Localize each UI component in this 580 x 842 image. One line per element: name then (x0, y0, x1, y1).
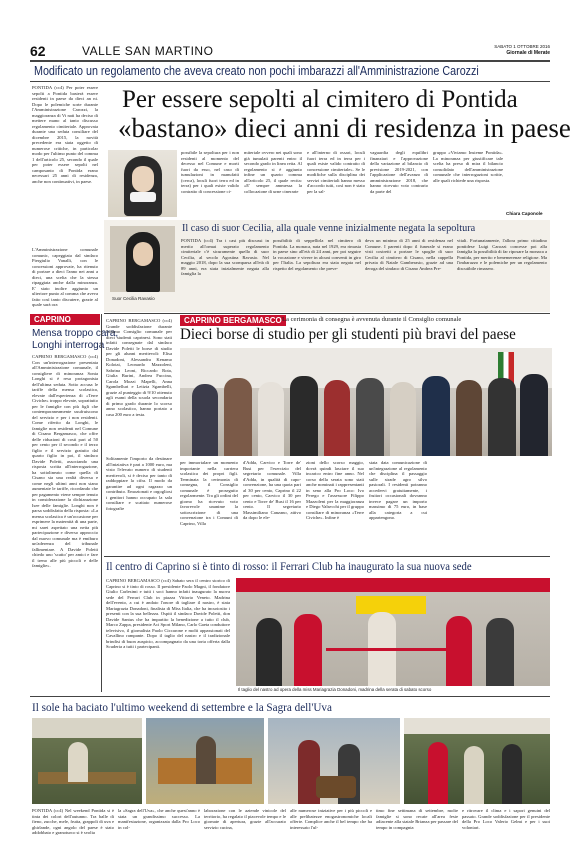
borse-col-2: Solitamente l'importo da destinare all'iniziativa è pari a 1000 euro, ma visto l'elevato numero di studenti meritevoli, si è deciso per tanto di raddoppiare la cifra. Il modo da garantire ad ogni ragazzo un contributo. Emozionati e orgogliosi i genitori hanno occupato la sala consiliare e scattato numerose fotografie (106, 456, 172, 511)
ferrari-col-1: CAPRINO BERGAMASCO (cc4) Sabato sera il centro storico di Caprino si è tinto di rosso. Il presidente Paolo Magni, il fondatore Giulio Carlesimi e tutti i soci hanno infatti inaugurato la nuova sede del Ferrari Club in piazza Vittorio Veneto. Madrina dell'evento, a cui è andato l'onore di tagliare il nastro, è stata Mariagrazia Donadoni, finalista di Miss Italia, che ha incuriosito i presenti con la sua bellezza. Ospiti il sindaco Davide Poletti, don Davide Santus che ha impartito la benedizione a tutto il club, Marco Zappa, presidente Aci Sport Milano, Carlo Gaeta conduttore televisivo, il giornalista Paolo Ciccarone e molti appassionati del Cavallino rampante. Dopo il taglio del nastro e il tradizionale brindisi di buon auspicio, accompagnato da una torta offerta dalla Scuderia a tutti i partecipanti. (106, 578, 230, 649)
top-overline-rule (30, 81, 550, 82)
student-10 (488, 378, 516, 456)
ferrari-photo (236, 578, 550, 686)
ferrari-photo-caption: Il taglio del nastro ad opera della miss Mariagrazia Donadoni, madrina della serata di sabato scorso (238, 687, 432, 692)
student-6 (356, 378, 384, 456)
uva-tent-1 (32, 718, 142, 738)
borse-col-6: stata data comunicazione di un'integrazione al regolamento che disciplina il passaggio sulle strade agro silvo pastorali. I residenti potranno accedervi gratuitamente, i fruitori occasionali dovranno invece pagare un importo massimo di 75 euro, in base alla categoria a cui appartengono. (369, 460, 427, 520)
page-header (30, 44, 550, 60)
uva-col-2: la «Sagra dell'Uva», che anche quest'anno è stata un grandissimo successo. La manifestazione, organizzata dalla Pro Loco in col- (118, 808, 200, 830)
borse-photo (180, 348, 552, 456)
caprino-text: CAPRINO BERGAMASCO (cc4) Con un'interrogazione presentata all'Amministrazione comunale, il consigliere di minoranza Sonia Longhi si è resa protagonista dell'ultima seduta. Sotto accusa le tariffe della mensa scolastica, elevate dall'esperienza di «Terre Civiche» troppo elevate, soprattutto per le famiglie con più figli che contemporaneamente usufruiscono del servizio e per i non residenti. Come riferito da Longhi, le famiglie non residenti nel Comune di Cisano Bergamasco, che offre delle riduzioni di costi pari al 50 per cento per il secondo e il terzo figlio e il servizio gratuito dal quarto figlio in poi, il sindaco Davide Poletti, associando una risposta scritta all'interrogazione, ha sottolineato come quella di Cisano sia una realtà diversa e come negli ultimi anni non siano aumentate le tariffe, ricordando che per pagamento viene sempre tenuto in considerazione la dichiarazione Isee delle famiglie. Longhi non è parsa soddisfatta della risposta: «La mensa scolastica è un'occasione per esprimere la maternità di una parte, mi sarei aspettato una netta più partecipazione e diverso approccio dal nuovo comunale ma è emiburo un'aderenza del tribunale fallimentare. A Davide Poletti chiedo uno 'scatto' per amici e fare il treno alle più piccoli e delle famiglie». (32, 354, 98, 568)
student-2 (224, 378, 252, 456)
nun-face (132, 166, 154, 192)
borse-col-7-fill (432, 460, 550, 552)
top-story-lead: PONTIDA (cc4) Per poter essere sepolti a Pontida basterà essere residenti in paese da dieci an ni. Dopo le polemiche sorte durante l'Amministrazione Carozzi, la maggioranza di Vi nati ha deciso di mettere mano al tanto discusso regolamento cimiteriale. Approvata durante una seduta consiliare del dicembre 2015, la novità precedente era stata oggetto di numerose critiche, in particolar modo per l'ultimo punto del comma 1 dell'articolo 25, secondo il quale per poter essere sepolti nel camposanto di Pontida erano necessari 25 anni di residenza, anche non continuativi, in paese. (32, 85, 98, 184)
uva-photo-4 (404, 718, 550, 804)
borse-col-4: d'Adda, Carvico e Torre de' Busi per l'esercizio del segretario comunale. Villa d'Adda, in qualità di capo-convenzione, ha una quota pari al 30 per cento, Caprino il 22 per cento, Carvico il 30 per cento e Torre de' Busi il 16 per cento. Il segretario Massimiliano Canzano, attivo da dopo le ele- (243, 460, 301, 520)
nun-col-2: possibilità di seppellirla nel cimitero di Pontida. La monaca, nata nel 1929, era rimasta in paese sino all'età di 24 anni, per poi seguire la vocazione e vivere in alcuni conventi in giro per l'Italia. La sepoltura era stata negata nel rispetto del regolamento che preve- (273, 238, 361, 271)
section-title: VALLE SAN MARTINO (82, 44, 214, 58)
person-3 (446, 616, 472, 686)
student-3 (258, 382, 284, 456)
nun-photo-top (108, 150, 177, 217)
nun-collar (130, 192, 156, 202)
mayor (520, 374, 548, 456)
uva-person-5 (428, 742, 448, 804)
borse-col-5: zioni dello scorso maggio, dovrà quindi lasciare il suo incarico entro fine anno. Nel corso della serata sono stati anche nominati i rappresentanti in seno alla Pro Loco: Ivo Perego e l'assessore Filippo Mazzoleni per la maggioranza e Diego Valsecchi per il gruppo consiliare di minoranza «Terre Civiche». Infine è (306, 460, 364, 520)
uva-person-6 (464, 746, 484, 804)
ribbon (326, 648, 446, 651)
caprino-headline-1: Mensa troppo cara, (32, 328, 119, 339)
top-headline-2: «bastano» dieci anni di residenza in paese (118, 113, 571, 143)
top-col-2: possibile la sepoltura per i non residenti al momento del decesso nel Comune e morti fuori da esso, nel caso di tumulazioni in manufatti (cerca), loculi fuori terra ed in terra) per i quali esiste valido contratto di concessione ci- (181, 150, 239, 194)
uva-person-2 (196, 736, 216, 784)
left-col-rule (101, 314, 102, 692)
uva-col-1: PONTIDA (cc4) Nel weekend Pontida si è tinta dei colori dell'autunno. Tra balle di fieno, zucche, mele, frutta, grappoli di uva e ghirlande, ogni angolo del paese è stato addobbato e granoturco si è svolta (32, 808, 114, 835)
ferrari-top-rule (104, 556, 550, 557)
uva-person-7 (502, 744, 522, 804)
top-col-1-rest: L'Amministrazione comunale comunic, capeggiata dal sindaco Piergiulio Vanalli, con le concessioni approvate, ha ritenuto di portare a dieci l'anno nei anni a dieci, una scelta che la stessa ripaggiata anche dalla minoranza. E' stato inoltre aggiunto un ulteriore punto al comma che aveva fatto così tanto discutere, grazie al quale sarà ora (32, 247, 98, 307)
top-col-3: miteriale ovvero nei quali sono già tumulati parenti entro il secondo grado in linea retta. Al regolamento si è aggiunto infine un quarto comma all'articolo 25, il quale recita: «E' sempre ammessa la collocazione di urne cinerarie (244, 150, 302, 194)
borse-col-3: per immortalare un momento importante nella carriera scolastica dei propri figli. Terminata la cerimonia di consegna, il Consiglio comunale è proseguito regolarmente. Tra gli ordini del giorno ha ricevuto voto favorevole unanime la sottoscrizione di una convenzione tra i Comuni di Caprino, Villa (180, 460, 238, 526)
borse-top-rule (104, 313, 550, 314)
person-1 (256, 618, 282, 686)
nun-photo (110, 226, 175, 292)
header-rule (30, 60, 550, 62)
uva-tent-2 (404, 718, 550, 734)
nun-col-3: deva un minimo di 25 anni di residenza nel Comune. I parenti dopo il funerale si erano visti costretti a portare le spoglie di suor Cecilia al cimitero di Cisano, nella cappella privata di Natale Gamberasio, grazie ad una deroga del sindaco di Cisano Andrea Pre- (365, 238, 453, 271)
paper-name: Giornale di Merate (506, 50, 550, 56)
uva-photo-1 (32, 718, 142, 804)
nun-photo-face (133, 242, 153, 266)
ferrari-awning (236, 578, 550, 592)
student-1 (192, 384, 218, 456)
page-number: 62 (30, 43, 46, 59)
nun-headline: Il caso di suor Cecilia, alla quale venne inizialmente negata la sepoltura (182, 222, 476, 234)
uva-tub (316, 776, 356, 798)
uva-col-3: laborazione con le aziende vinicole del territorio, ha regalato il piacevole tempo e le giornate di apertura, grazie all'accurato servizio cucina, (204, 808, 286, 830)
caprino-headline-2: Longhi interroga (32, 340, 105, 351)
person-4 (486, 618, 514, 686)
borse-headline: Dieci borse di studio per gli studenti più bravi del paese (180, 326, 516, 343)
top-col-6: gruppo «Viviamo Insieme Pontida». La minoranza per giustificare tale scelta ha preso di mira il bilancio consolidato dell'amministrazione comunale che interrogazioni scritte, alle quali richiede una risposta. (433, 150, 503, 183)
uva-col-5: timo fine settimana di settembre, molte famiglie si sono recate all'area feste adiacente alla statale Brianza per passare del tempo in compagnia (376, 808, 458, 830)
ferrari-headline: Il centro di Caprino si è tinto di rosso: il Ferrari Club ha inaugurato la sua nuova sede (106, 561, 472, 573)
date-line: SABATO 1 OTTOBRE 2016 (494, 44, 550, 49)
caprino-label: CAPRINO (30, 314, 100, 325)
uva-photo-2 (146, 718, 264, 804)
uva-photo-3 (268, 718, 400, 804)
student-7 (390, 382, 416, 456)
borse-label: CAPRINO BERGAMASCO (180, 315, 286, 326)
person-2 (294, 614, 322, 686)
top-byline: Chiara Caponole (506, 211, 543, 216)
student-9 (456, 380, 482, 456)
ferrari-sign (356, 596, 426, 614)
nun-col-4: vitali. Fortunatamente, l'allora primo cittadino pontidese Luigi Carozzi concesse poi alla famiglia la possibilità di far riposare la monaca a Pontida, per merito e benemerenze religiose. Ma l'imbarazzo e le polemiche per un regolamento discutibile rimasero. (457, 238, 547, 271)
top-overline: Modificato un regolamento che aveva creato non pochi imbarazzi all'Amministrazione Carozzi (34, 64, 479, 78)
uva-top-rule (30, 696, 550, 697)
nun-photo-caption: Suor Cecilia Ravasio (112, 296, 155, 301)
uva-col-6: e ritrovare il clima e i sapori genuini del passato. Grande soddisfazione per il presidente della Pro Loco Valerio Gelmi e per i suoi volontari. (462, 808, 550, 830)
uva-col-4: alle numerose iniziative per i più piccoli e alle prelibatezze enogastronomiche locali offerte. Complice anche il bel tempo che ha interessato l'ul- (290, 808, 372, 830)
uva-headline: Il sole ha baciato l'ultimo weekend di settembre e la Sagra dell'Uva (32, 700, 332, 714)
top-headline-1: Per essere sepolti al cimitero di Pontida (122, 86, 518, 113)
uva-person-1 (68, 742, 88, 782)
top-col-5: vaguardia degli equilibri finanziari e l'approvazione della variazione al bilancio di previsione 2019-2021, con l'applicazione dell'avanzo di amministrazione 2018, che hanno ricevuto voto contrario da parte del (370, 150, 428, 194)
student-8 (422, 376, 450, 456)
nun-col-1: PONTIDA (cc4) Tra i casi più discussi in merito all'ormai superato regolamento cimiteriale c'è sicuramente quello di suor Cecilia, al secolo Agostina Ravasio. Nel maggio 2018, dopo la sua scomparsa all'età di 89 anni, era stata inizialmente negata alla famiglia la (181, 238, 269, 276)
student-5 (324, 380, 350, 456)
borse-overline: La cerimonia di consegna è avvenuta durante il Consiglio comunale (282, 316, 462, 323)
top-col-4: e all'interno di ossari, loculi fuori terra ed in terra per i quali esiste valido contratto di concessione cimiteriale». Se le modifiche sulla disciplina dei servizi cimiteriali hanno messo d'accordo tutti, così non è stato per la sal- (307, 150, 365, 194)
borse-col-1: CAPRINO BERGAMASCO (cc4) Grande soddisfazione durante l'ultimo Consiglio comunale per dieci studenti caprinesi. Sono stati infatti consegnate dal sindaco Davide Poletti le borse di studio per gli alunni meritevoli: Elisa Donadoni, Alessandra Kenamo Kolotai, Leonardo Mazzoleni, Sabrina Leoni, Riccardo Rota, Giulia Burini, Andrea Fuccina, Carola Mozzi Mapelli, Anna Sgambelluri e Letizia Sgambelli, grazie al punteggio di 9/10 ottenuto agli esami della scuola secondaria di primo grado durante lo scorso anno scolastico, hanno portato a casa 200 euro a testa. (106, 318, 172, 417)
student-4 (290, 376, 318, 456)
